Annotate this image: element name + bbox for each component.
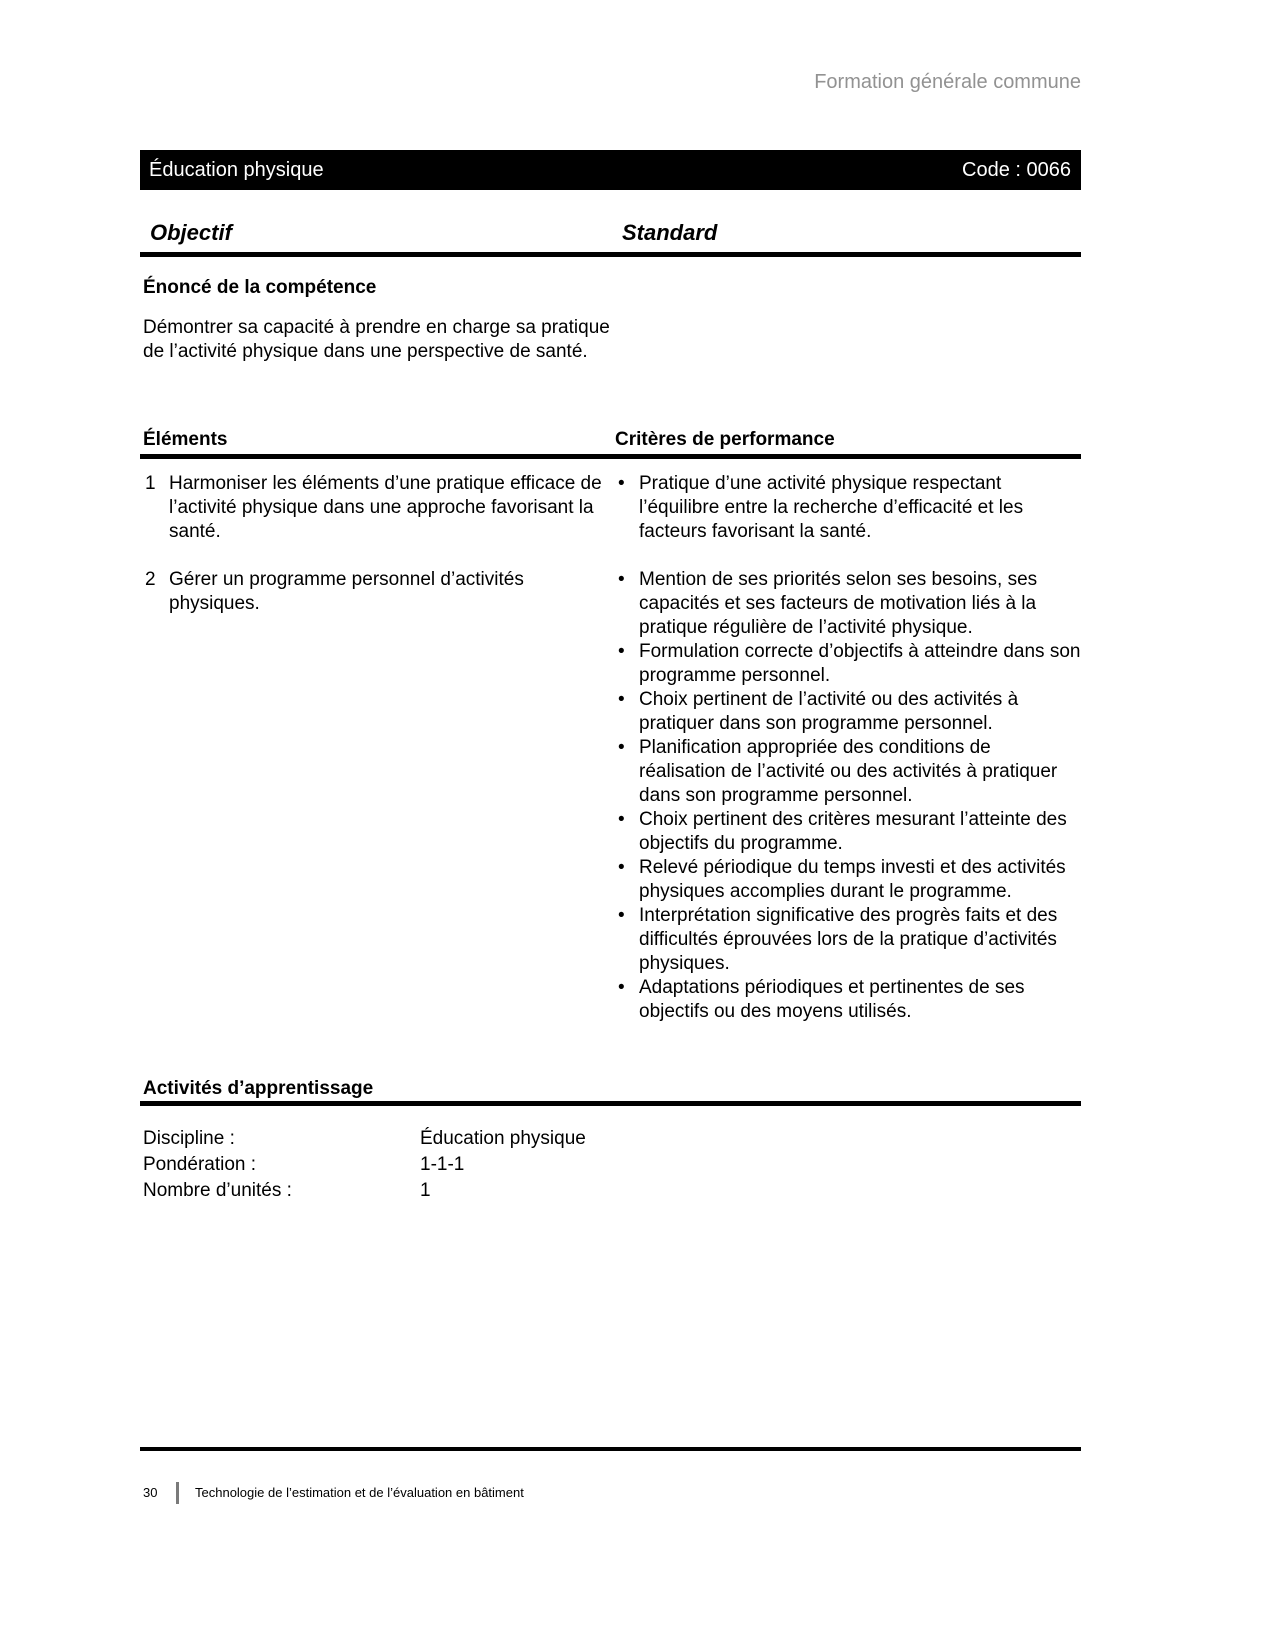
grid-row-1	[140, 472, 1081, 544]
standard-heading: Standard	[622, 220, 718, 245]
element-item	[140, 472, 603, 544]
page-number: 30	[143, 1485, 158, 1500]
criteria-bullet: • Adaptations périodiques et pertinentes de ses objectifs ou des moyens utilisés.	[615, 976, 1081, 1024]
field-label: Pondération :	[143, 1154, 257, 1175]
elements-heading: Éléments	[143, 429, 228, 450]
footer-program-title: Technologie de l’estimation et de l’évaluation en bâtiment	[195, 1485, 524, 1500]
activites-heading: Activités d’apprentissage	[143, 1078, 374, 1099]
elements-criteria-grid	[140, 472, 1081, 1048]
competence-heading: Énoncé de la compétence	[143, 277, 377, 298]
criteria-bullet: • Pratique d’une activité physique respectant l’équilibre entre la recherche d’efficacité et les facteurs favorisant la santé.	[615, 472, 1081, 544]
criteria-bullet: • Interprétation significative des progrès faits et des difficultés éprouvées lors de la pratique d’activités physiques.	[615, 904, 1081, 976]
field-label: Discipline :	[143, 1128, 235, 1149]
field-row-unites	[143, 1178, 1081, 1204]
page-footer	[143, 1482, 1081, 1504]
element-item	[140, 568, 603, 616]
element-number: 2	[145, 569, 156, 590]
running-header: Formation générale commune	[814, 71, 1081, 93]
criteres-heading: Critères de performance	[615, 429, 835, 450]
objective-standard-header-row	[140, 221, 1081, 251]
criteria-bullet: • Choix pertinent de l’activité ou des activités à pratiquer dans son programme personnel.	[615, 688, 1081, 736]
elements-criteria-header-row	[140, 428, 1081, 454]
field-row-ponderation	[143, 1152, 1081, 1178]
element-column	[140, 568, 615, 1024]
criteria-bullet-list	[615, 472, 1081, 544]
criteria-bullet-list	[615, 568, 1081, 1024]
course-banner	[140, 150, 1081, 190]
criteria-bullet: • Planification appropriée des conditions de réalisation de l’activité ou des activités à pratiquer dans son programme personnel.	[615, 736, 1081, 808]
element-text: Harmoniser les éléments d’une pratique efficace de l’activité physique dans une approche favorisant la santé.	[169, 473, 602, 542]
criteria-bullet: • Formulation correcte d’objectifs à atteindre dans son programme personnel.	[615, 640, 1081, 688]
footer-divider-bar	[176, 1482, 179, 1504]
field-row-discipline	[143, 1126, 1081, 1152]
field-value: Éducation physique	[420, 1128, 586, 1149]
activites-fields	[143, 1126, 1081, 1204]
criteria-column	[615, 568, 1081, 1024]
grid-row-2	[140, 568, 1081, 1024]
criteria-bullet: • Mention de ses priorités selon ses besoins, ses capacités et ses facteurs de motivation liés à la pratique régulière de l’activité physique.	[615, 568, 1081, 640]
course-title: Éducation physique	[149, 159, 324, 181]
competence-statement: Démontrer sa capacité à prendre en charge sa pratique de l’activité physique dans une perspective de santé.	[143, 317, 610, 362]
field-value: 1-1-1	[420, 1154, 465, 1175]
criteria-column	[615, 472, 1081, 544]
element-text: Gérer un programme personnel d’activités physiques.	[169, 569, 524, 614]
divider-rule	[140, 1101, 1081, 1106]
divider-rule	[140, 252, 1081, 257]
course-code: Code : 0066	[962, 159, 1071, 181]
objectif-heading: Objectif	[150, 220, 232, 245]
criteria-bullet: • Relevé périodique du temps investi et des activités physiques accomplies durant le programme.	[615, 856, 1081, 904]
footer-rule	[140, 1447, 1081, 1451]
field-value: 1	[420, 1180, 431, 1201]
criteria-bullet: • Choix pertinent des critères mesurant l’atteinte des objectifs du programme.	[615, 808, 1081, 856]
field-label: Nombre d’unités :	[143, 1180, 292, 1201]
element-column	[140, 472, 615, 544]
divider-rule	[140, 454, 1081, 459]
element-number: 1	[145, 473, 156, 494]
